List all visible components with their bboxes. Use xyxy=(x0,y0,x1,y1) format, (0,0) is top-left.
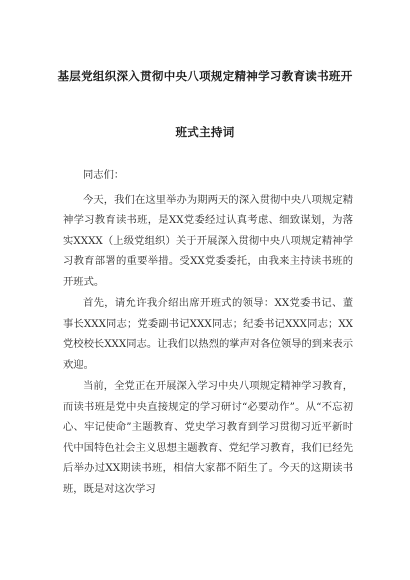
paragraph-3: 当前，全党正在开展深入学习中央八项规定精神学习教育，而读书班是党中央直接规定的学习研讨“必要动作”。从“不忘初心、牢记使命”主题教育、党史学习教育到学习贯彻习近平新时代中国特色社会主义思想主题教育、党纪学习教育，我们已经先后举办过XX期读书班，相信大家都不陌生了。今天的这期读书班，既是对这次学习 xyxy=(63,380,353,495)
document-body xyxy=(63,165,353,499)
paragraph-1: 今天，我们在这里举办为期两天的深入贯彻中央八项规定精神学习教育读书班，是XX党委经过认真考虑、细致谋划，为落实XXXX（上级党组织）关于开展深入贯彻中央八项规定精神学习教育部署的重要举措。受XX党委委托，由我来主持读书班的开班式。 xyxy=(63,193,353,288)
paragraph-2: 首先，请允许我介绍出席开班式的领导：XX党委书记、董事长XXX同志；党委副书记XXX同志；纪委书记XXX同志；XX党校校长XXX同志。让我们以热烈的掌声对各位领导的到来表示欢迎。 xyxy=(63,297,353,371)
document-title-line-1: 基层党组织深入贯彻中央八项规定精神学习教育读书班开 xyxy=(57,69,353,83)
greeting-line: 同志们： xyxy=(83,169,125,181)
document-title-line-2: 班式主持词 xyxy=(175,125,235,139)
